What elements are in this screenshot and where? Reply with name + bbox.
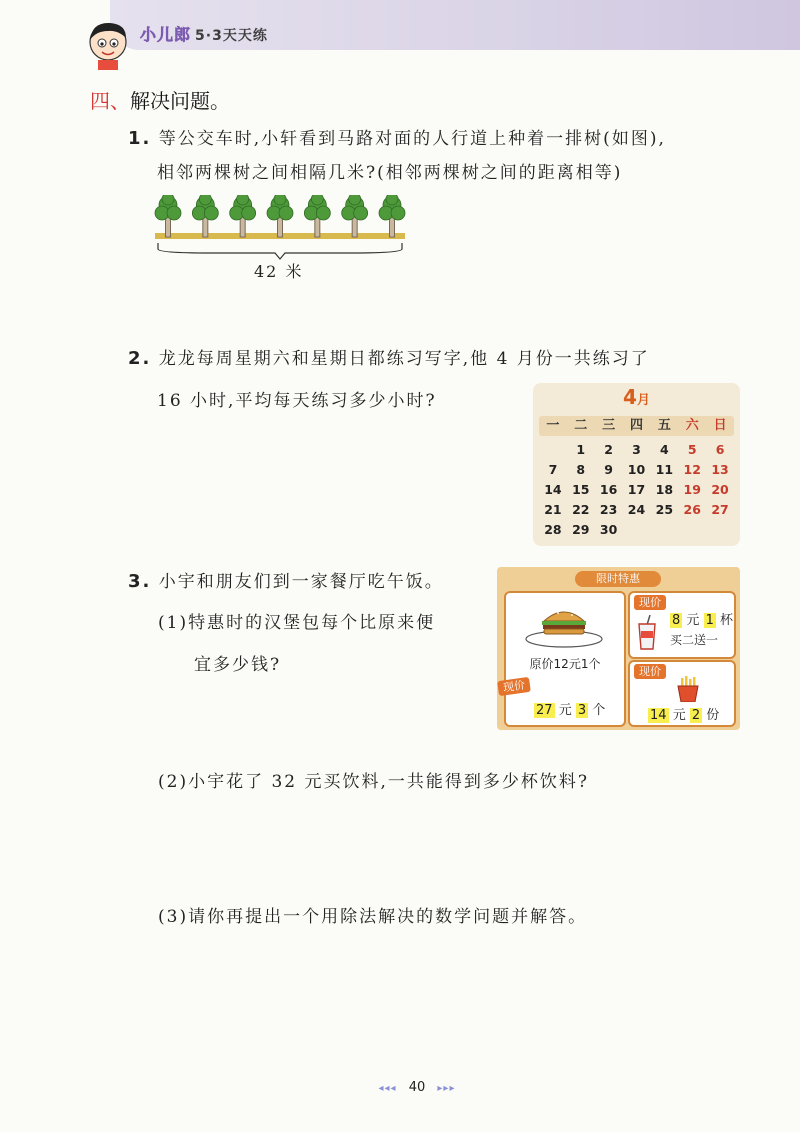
calendar-weekday: 一 [546, 418, 560, 433]
calendar-day [706, 521, 734, 538]
section-title-text: 解决问题。 [130, 89, 230, 113]
q2-line1: 龙龙每周星期六和星期日都练习写字,他 4 月份一共练习了 [158, 349, 650, 369]
calendar-day: 1 [576, 442, 586, 457]
calendar-day: 18 [655, 482, 674, 497]
next-arrows-icon: ▸▸▸ [437, 1083, 456, 1094]
menu-title: 限时特惠 [575, 571, 661, 587]
calendar-day: 9 [604, 462, 613, 477]
calendar-day: 28 [544, 522, 562, 537]
burger-now-measure: 个 [592, 703, 606, 718]
q3-sub3: (3)请你再提出一个用除法解决的数学问题并解答。 [158, 907, 588, 927]
calendar-day [623, 521, 651, 538]
tree-icon [304, 195, 330, 237]
calendar-day-grid [539, 441, 734, 538]
calendar-weekday: 三 [602, 418, 616, 433]
calendar-day: 30 [599, 522, 618, 537]
calendar-day: 10 [627, 462, 646, 477]
distance-label: 42 米 [254, 262, 304, 281]
prev-arrows-icon: ◂◂◂ [378, 1083, 397, 1094]
calendar-weekday: 日 [713, 418, 727, 433]
calendar-day: 11 [655, 462, 674, 477]
fries-now-tag: 现价 [634, 664, 666, 679]
calendar-day: 13 [711, 462, 729, 477]
burger-now-price [534, 699, 605, 718]
fries-count: 2 [691, 708, 701, 723]
mascot-boy-icon [82, 18, 134, 70]
april-calendar [533, 383, 740, 546]
calendar-day: 6 [715, 442, 725, 457]
drink-measure: 杯 [720, 613, 734, 628]
calendar-weekday: 四 [630, 418, 644, 433]
section-heading [90, 85, 230, 114]
tree-icon [379, 195, 405, 237]
tree-icon [192, 195, 218, 237]
fries-icon [672, 676, 702, 702]
burger-now-amount: 27 [536, 703, 553, 718]
drink-count: 1 [705, 613, 714, 628]
calendar-month-unit: 月 [636, 393, 650, 408]
drink-price [670, 609, 733, 628]
brand-name: 小儿郎 [140, 25, 192, 44]
calendar-day: 21 [544, 502, 562, 517]
fries-panel [628, 660, 736, 727]
q3-sub1 [158, 602, 488, 686]
calendar-day: 17 [627, 482, 646, 497]
lunch-menu-board [497, 567, 740, 730]
burger-icon [522, 599, 606, 649]
calendar-day [650, 521, 678, 538]
burger-now-unit: 元 [558, 703, 572, 718]
calendar-day: 23 [599, 502, 618, 517]
q1-line2: 相邻两棵树之间相隔几米?(相邻两棵树之间的距离相等) [157, 163, 623, 183]
fries-measure: 份 [706, 708, 720, 723]
drink-now-tag: 现价 [634, 595, 666, 610]
calendar-month-number: 4 [623, 385, 637, 409]
drink-amount: 8 [672, 613, 681, 628]
calendar-day: 12 [683, 462, 701, 477]
q3-sub1-line1: (1)特惠时的汉堡包每个比原来便 [158, 613, 436, 633]
question-3-intro [128, 565, 488, 599]
calendar-day: 22 [572, 502, 590, 517]
q3-sub1-line2: 宜多少钱? [194, 655, 282, 675]
calendar-day: 7 [548, 462, 558, 477]
tree-icon [230, 195, 256, 237]
q3-number: 3. [128, 571, 152, 592]
page-number: 40 [408, 1080, 426, 1095]
calendar-day: 20 [711, 482, 729, 497]
question-1 [128, 122, 768, 190]
calendar-day: 27 [711, 502, 729, 517]
drink-promo: 买二送一 [670, 633, 719, 647]
fries-amount: 14 [650, 708, 667, 723]
tree-icon [155, 195, 181, 237]
burger-panel [504, 591, 626, 727]
calendar-title [533, 385, 740, 409]
calendar-day: 8 [576, 462, 586, 477]
q1-line1: 等公交车时,小轩看到马路对面的人行道上种着一排树(如图), [158, 129, 666, 149]
burger-now-count: 3 [577, 703, 587, 718]
page-footer [357, 1080, 477, 1095]
calendar-day: 24 [627, 502, 646, 517]
fries-price [648, 704, 719, 723]
tree-icon [267, 195, 293, 237]
q1-number: 1. [128, 128, 152, 149]
section-number: 四、 [90, 89, 130, 113]
burger-now-tag: 现价 [497, 677, 531, 696]
calendar-day: 2 [604, 442, 613, 457]
q2-number: 2. [128, 348, 152, 369]
calendar-day: 29 [572, 522, 590, 537]
drink-panel [628, 591, 736, 659]
calendar-weekday: 六 [685, 418, 699, 433]
calendar-day: 25 [655, 502, 674, 517]
tree-icon [342, 195, 368, 237]
calendar-weekday: 二 [574, 418, 588, 433]
fries-unit: 元 [672, 708, 686, 723]
drink-cup-icon [636, 615, 658, 651]
calendar-day: 5 [687, 442, 697, 457]
brand-title [140, 22, 268, 45]
q3-sub2: (2)小宇花了 32 元买饮料,一共能得到多少杯饮料? [158, 772, 590, 792]
distance-brace [158, 243, 402, 259]
calendar-day: 16 [599, 482, 618, 497]
tree-group [155, 195, 405, 237]
calendar-day: 19 [683, 482, 701, 497]
calendar-day: 3 [632, 442, 641, 457]
calendar-day: 4 [660, 442, 669, 457]
calendar-weekday-header [539, 416, 734, 436]
calendar-weekday: 五 [657, 418, 671, 433]
calendar-day [678, 521, 706, 538]
calendar-day: 15 [572, 482, 590, 497]
calendar-day: 14 [544, 482, 562, 497]
q2-line2: 16 小时,平均每天练习多少小时? [157, 391, 437, 411]
q3-intro: 小宇和朋友们到一家餐厅吃午饭。 [158, 572, 444, 592]
burger-original-price: 原价12元1个 [529, 657, 601, 671]
calendar-day [539, 441, 567, 458]
calendar-day: 26 [683, 502, 701, 517]
drink-unit: 元 [686, 613, 700, 628]
brand-sub: 5·3天天练 [195, 28, 268, 44]
